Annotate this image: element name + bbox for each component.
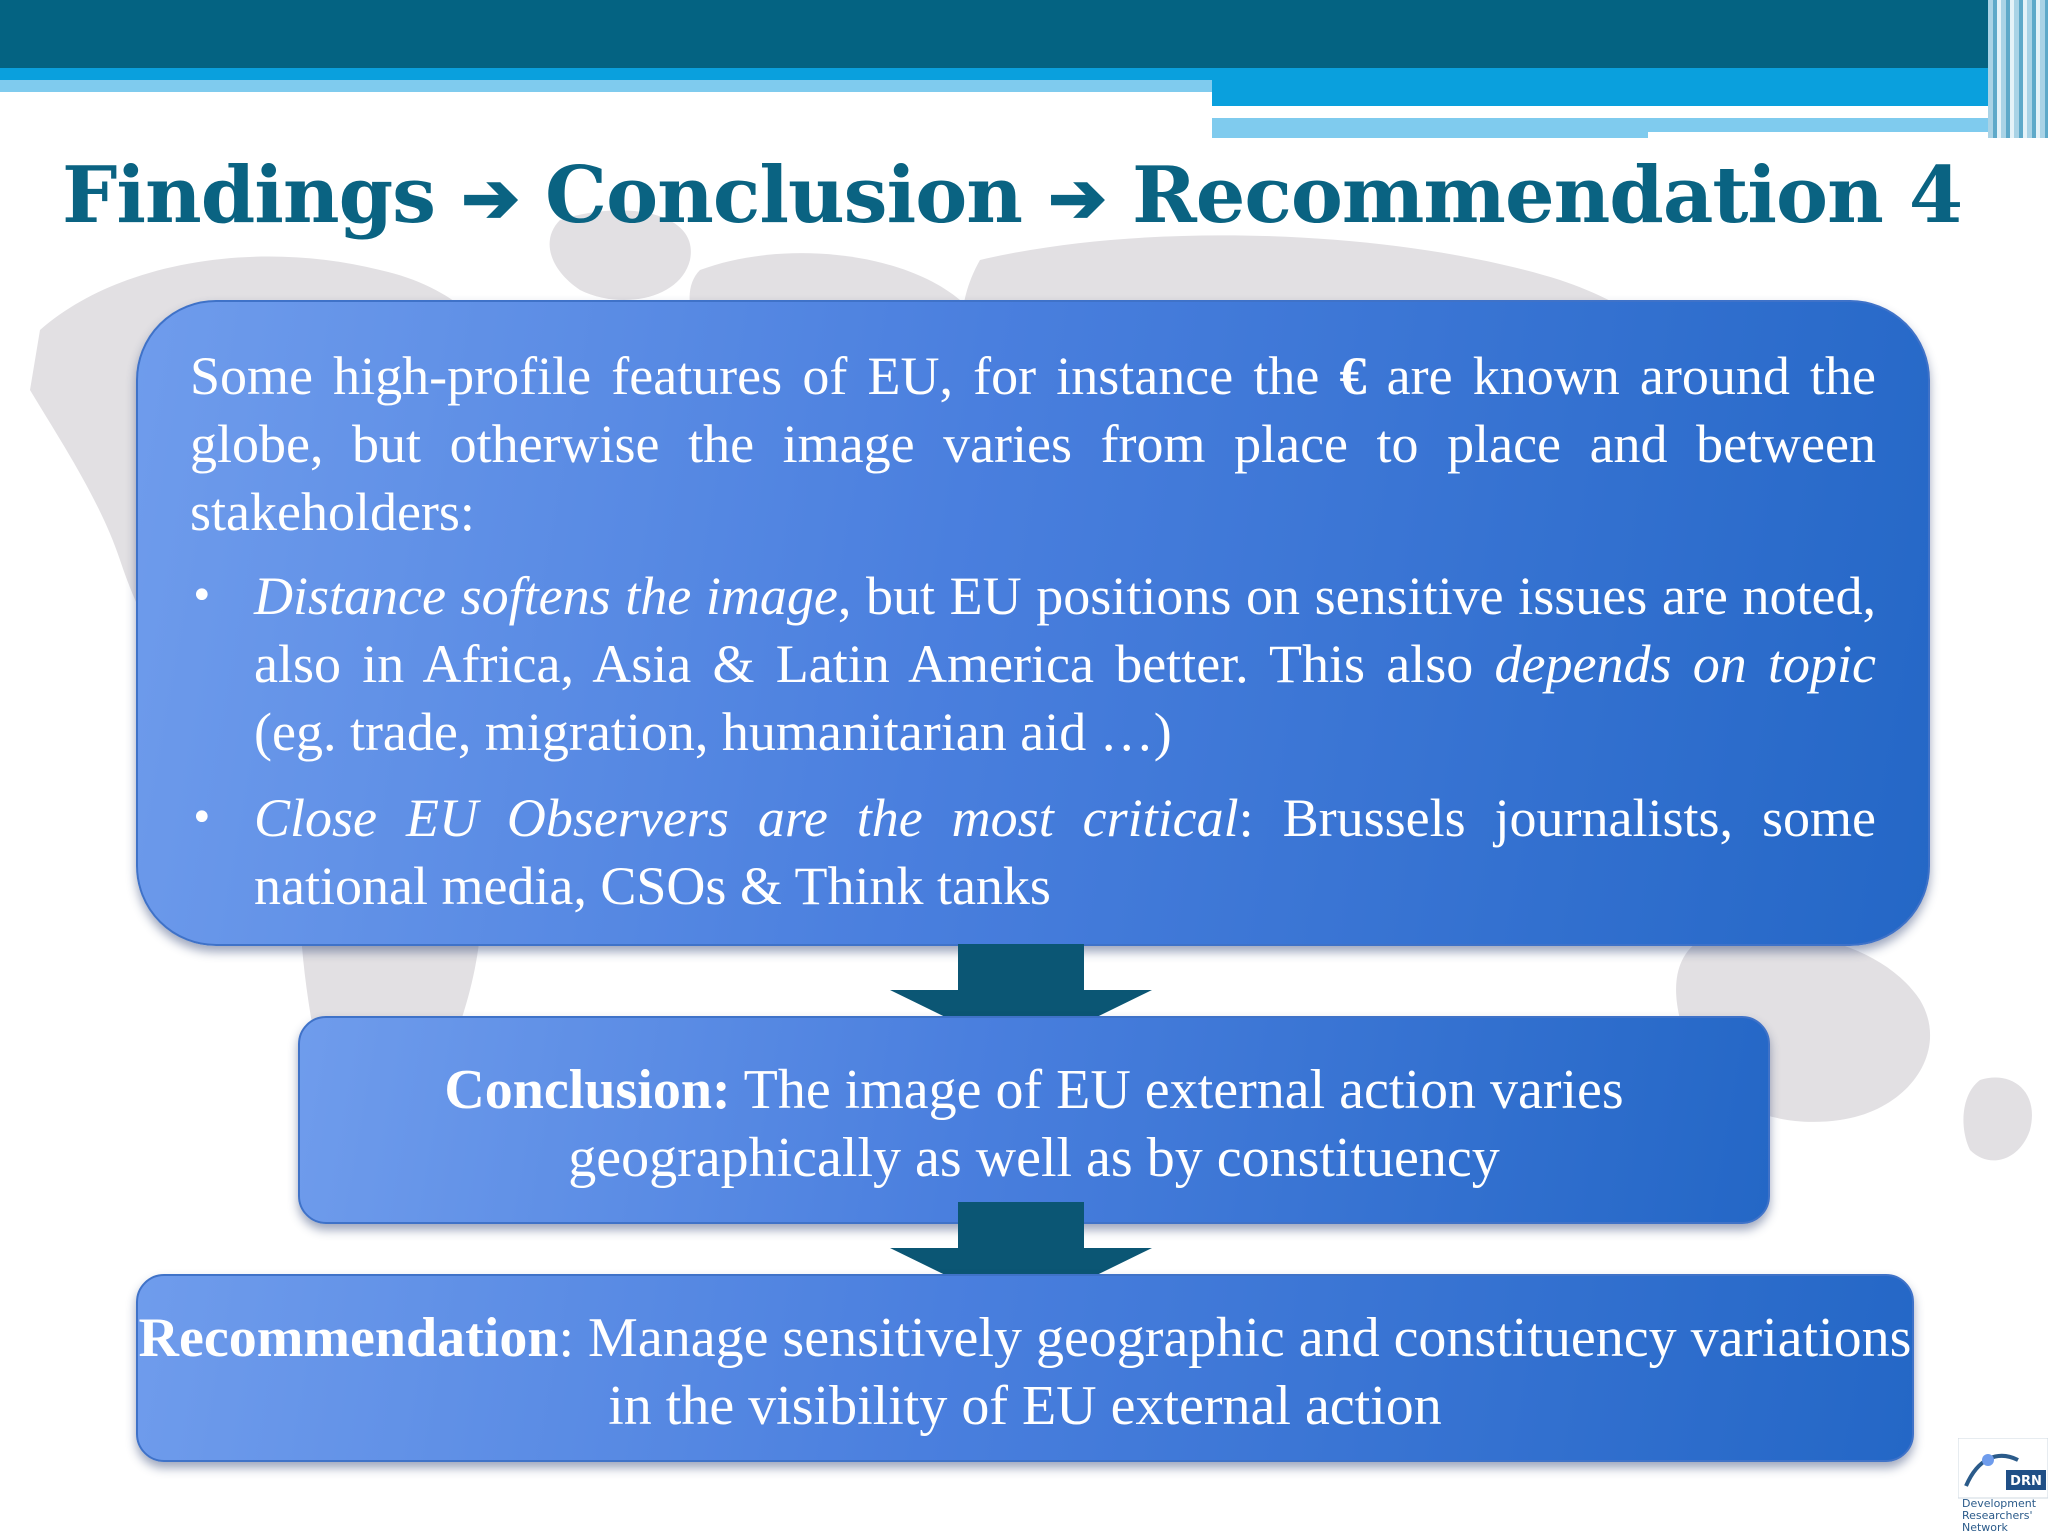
bullet-1-text: , but EU positions on sensitive issues are noted, also in Africa, Asia & Latin America better. This also [254,566,1876,694]
title-arrow-icon-2: ➔ [1048,156,1106,239]
findings-intro [190,342,1876,546]
header-accent-band-light [0,80,1212,92]
findings-intro-end: are known around the globe, but otherwise the image varies from place to place and between stakeholders: [190,346,1876,542]
conclusion-text: The image of EU external action varies geographically as well as by constituency [568,1059,1624,1189]
findings-bullet-list [190,562,1876,920]
findings-bullet-2 [190,784,1876,920]
bullet-icon: • [190,573,214,619]
title-findings: Findings [62,150,436,241]
bullet-1-italic-mid: depends on topic [1494,634,1876,694]
logo-caption: Development Researchers' Network [1962,1497,2037,1534]
logo-text: DRN [2010,1474,2042,1489]
map-new-zealand [1963,1077,2032,1160]
bullet-2-text: : Brussels journalists, some national media, CSOs & Think tanks [254,788,1876,916]
header-right-band [1212,68,2048,106]
euro-symbol: € [1339,346,1367,406]
recommendation-box [136,1274,1914,1462]
title-conclusion: Conclusion [545,150,1022,241]
bullet-icon: • [190,795,214,841]
title-recommendation: Recommendation 4 [1131,150,1963,241]
findings-bullet-1 [190,562,1876,766]
findings-box [136,300,1930,946]
header-accent-band [0,68,1212,80]
findings-intro-start: Some high-profile features of EU, for instance the [190,346,1340,406]
header-right-under-band [1212,118,1648,138]
bullet-2-italic-lead: Close EU Observers are the most critical [254,788,1239,848]
recommendation-label: Recommendation [138,1307,559,1369]
conclusion-box [298,1016,1770,1224]
header-corner-stripes [1988,0,2048,138]
conclusion-label: Conclusion: [444,1059,731,1121]
header-right-stripe [1212,110,1898,116]
slide-title [62,150,1962,241]
title-arrow-icon-1: ➔ [461,156,519,239]
recommendation-text: : Manage sensitively geographic and constituency variations in the visibility of EU external action [558,1307,1912,1437]
bullet-1-text-end: (eg. trade, migration, humanitarian aid …) [254,702,1172,762]
bullet-1-italic-lead: Distance softens the image [254,566,838,626]
header-band [0,0,2048,68]
